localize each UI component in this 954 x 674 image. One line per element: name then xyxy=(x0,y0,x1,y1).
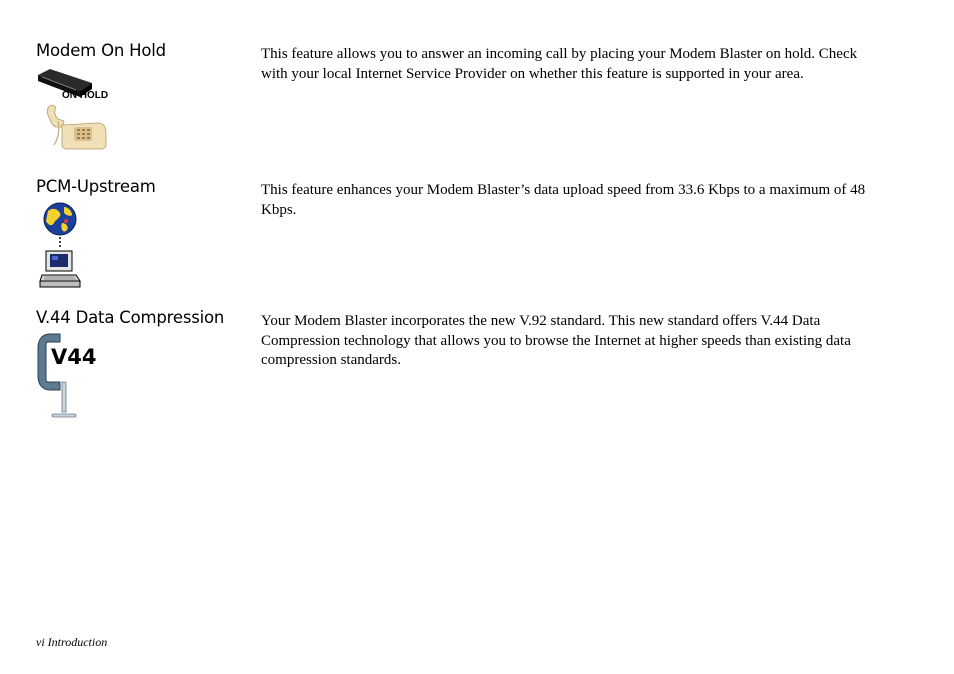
modem-phone-icon xyxy=(36,67,112,151)
feature-v44-data-compression xyxy=(36,310,916,425)
feature-pcm-upstream xyxy=(36,179,916,291)
on-hold-label: ON HOLD xyxy=(62,90,109,101)
clamp-v44-icon xyxy=(36,330,96,427)
globe-computer-upload-icon xyxy=(36,201,84,296)
v44-label: V44 xyxy=(51,345,96,369)
feature-body: This feature allows you to answer an incoming call by placing your Modem Blaster on hold. Check with your local Internet Service Provider on whether this feature is supported in your area. xyxy=(261,46,858,82)
computer-icon xyxy=(40,251,80,287)
page-footer: vi Introduction xyxy=(36,635,108,649)
feature-modem-on-hold xyxy=(36,43,916,153)
feature-heading: PCM-Upstream xyxy=(36,177,156,196)
feature-heading: V.44 Data Compression xyxy=(36,308,225,327)
feature-body: This feature enhances your Modem Blaster’s data upload speed from 33.6 Kbps to a maximum of 48 Kbps. xyxy=(261,182,866,218)
globe-icon xyxy=(44,203,76,235)
feature-body: Your Modem Blaster incorporates the new V.92 standard. This new standard offers V.44 Data Compression technology that allows you to browse the Internet at higher speeds than existing data compression standards. xyxy=(261,313,851,368)
feature-heading: Modem On Hold xyxy=(36,41,166,60)
modem-on-hold-icon xyxy=(36,67,112,156)
